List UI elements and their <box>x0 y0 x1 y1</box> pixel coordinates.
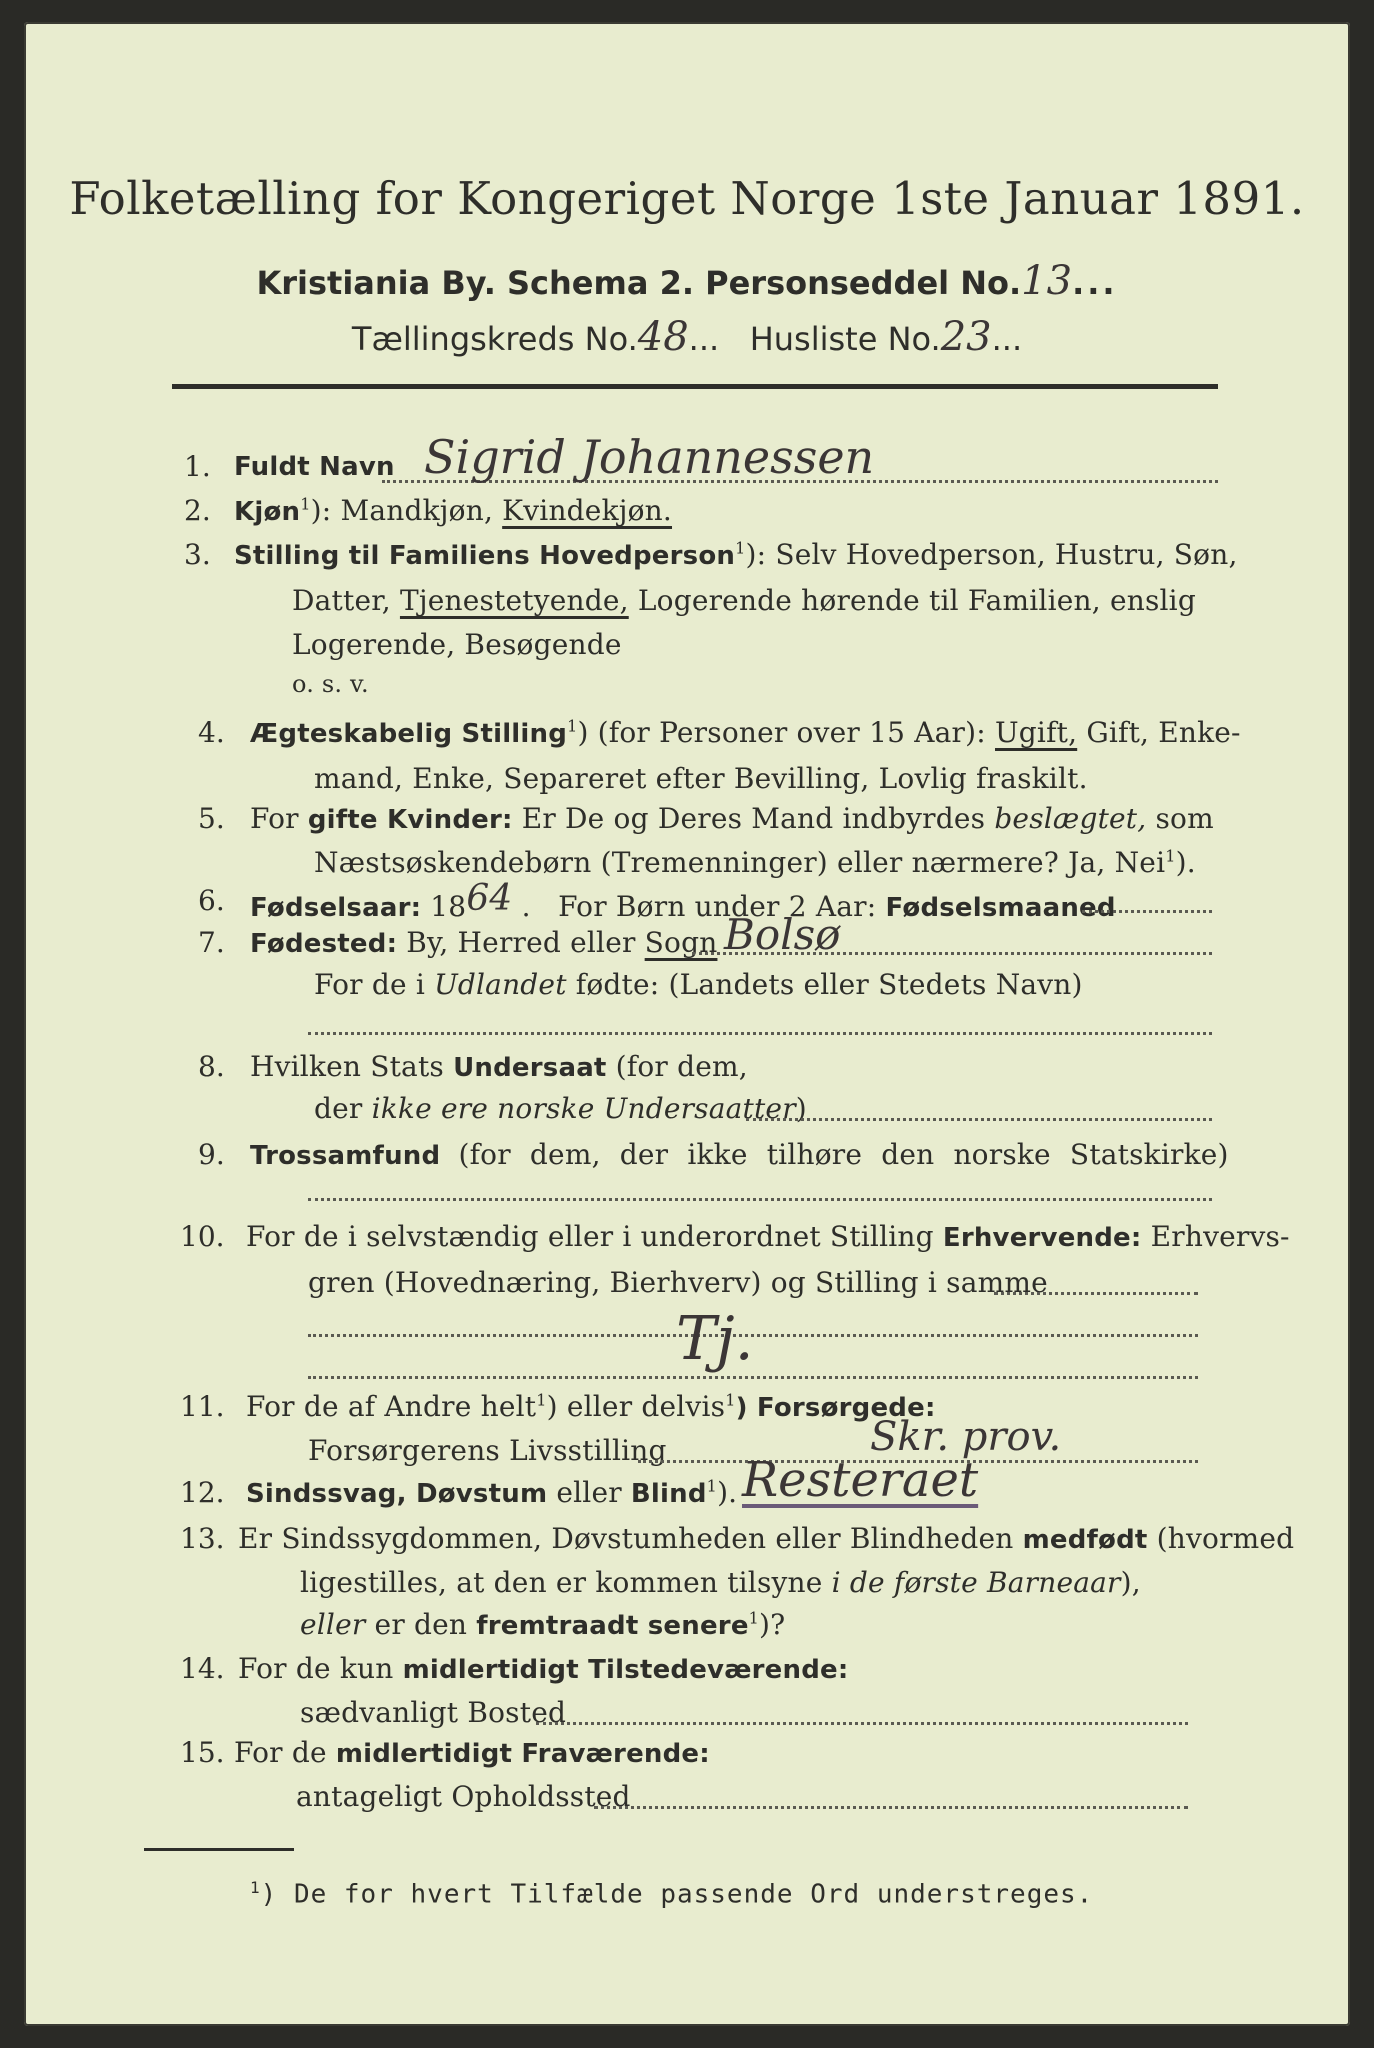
q10-dotline-3 <box>308 1376 1198 1379</box>
q3-line1 <box>234 538 1238 571</box>
footnote <box>250 1878 1093 1910</box>
q4-number: 4. <box>198 716 225 749</box>
q14-line2: sædvanligt Bosted <box>300 1696 567 1729</box>
q11-footnote-mark: 1 <box>536 1390 547 1410</box>
q5-for: For <box>250 802 299 835</box>
q8-dotline <box>746 1118 1212 1121</box>
q6-line: Fødselsaar: 1864 . For Børn under 2 Aar: Fødselsmaaned <box>250 878 1116 923</box>
q10-dotline-1 <box>994 1292 1198 1295</box>
q13-text-2: (hvormed <box>1156 1522 1295 1555</box>
q12-label: Sindssvag, Døvstum <box>246 1479 548 1509</box>
q14-line1 <box>238 1652 848 1685</box>
q6-year-prefix: 18 <box>430 890 467 923</box>
q4-options: Gift, Enke- <box>1086 716 1241 749</box>
q13-end: )? <box>759 1608 786 1641</box>
q8-label: Undersaat <box>453 1053 607 1083</box>
q13-paren: ), <box>1120 1566 1141 1599</box>
q9-line <box>250 1138 1229 1171</box>
q11-footnote-mark-2: 1 <box>725 1390 736 1410</box>
husliste-number: 23 <box>940 314 992 360</box>
personseddel-number: 13 <box>1021 258 1073 304</box>
q7-label: Fødested: <box>250 929 398 959</box>
q11-label: ) Forsørgede: <box>735 1393 936 1423</box>
q2-number: 2. <box>184 494 211 527</box>
husliste-label: Husliste No. <box>749 320 941 358</box>
q13-footnote-mark: 1 <box>748 1608 760 1628</box>
q15-dotline <box>594 1806 1188 1809</box>
q5-label: gifte Kvinder: <box>307 805 513 835</box>
q2-underlined-kvindekjon: Kvindekjøn. <box>502 494 673 527</box>
q3-line3: Logerende, Besøgende <box>292 628 622 661</box>
q12-label-blind: Blind <box>630 1479 707 1509</box>
q3-number: 3. <box>184 538 211 571</box>
q3-options-1: ): Selv Hovedperson, Hustru, Søn, <box>745 538 1238 571</box>
q12-number: 12. <box>180 1476 225 1509</box>
q5-footnote-mark: 1 <box>1165 846 1176 866</box>
q8-text: Hvilken Stats <box>250 1050 444 1083</box>
q2-footnote-mark: 1 <box>300 494 311 514</box>
footnote-divider <box>144 1848 294 1851</box>
q10-number: 10. <box>180 1220 225 1253</box>
q5-line2 <box>314 846 1196 879</box>
q14-text: For de kun <box>238 1652 394 1685</box>
q14-number: 14. <box>180 1652 225 1685</box>
q6-birth-year: 64 <box>466 878 513 919</box>
q9-number: 9. <box>198 1138 225 1171</box>
q4-label: Ægteskabelig Stilling <box>250 719 568 749</box>
q4-line2: mand, Enke, Separeret efter Bevilling, Lovlig fraskilt. <box>314 762 1088 795</box>
q10-label: Erhvervende: <box>942 1223 1142 1253</box>
q15-line2: antageligt Opholdssted <box>296 1780 631 1813</box>
q7-text-2: For de i <box>314 968 425 1001</box>
q12-footnote-mark: 1 <box>706 1476 718 1496</box>
q11-answer-provider: Skr. prov. <box>870 1414 1062 1460</box>
q7-answer-birthplace: Bolsø <box>724 910 841 959</box>
q7-dotline <box>692 952 1212 955</box>
q10-text: For de i selvstændig eller i underordnet Stilling <box>246 1220 934 1253</box>
q9-label: Trossamfund <box>250 1141 441 1171</box>
q4-line1 <box>250 716 1241 749</box>
q5-number: 5. <box>198 802 225 835</box>
q8-text-2: (for dem, <box>615 1050 748 1083</box>
q7-number: 7. <box>198 926 225 959</box>
q8-italic-text: ikke ere norske Undersaatter <box>371 1092 796 1125</box>
q7-line1 <box>250 926 717 959</box>
q13-line2 <box>300 1566 1141 1599</box>
q13-number: 13. <box>180 1522 225 1555</box>
q7-text-3: fødte: (Landets eller Stedets Navn) <box>575 968 1083 1001</box>
q6-dotline <box>1082 910 1212 913</box>
q7-dotline-2 <box>308 1032 1212 1035</box>
kreds-label: Tællingskreds No. <box>351 320 638 358</box>
q6-label-month: Fødselsmaaned <box>885 893 1116 923</box>
q12-answer: Resteraet <box>742 1452 979 1508</box>
q12-line <box>246 1476 737 1509</box>
q5-end: ). <box>1175 846 1196 879</box>
q7-underlined-sogn: Sogn <box>644 926 718 959</box>
q1-number: 1. <box>184 450 211 483</box>
q2-line <box>234 494 672 527</box>
kreds-line: Tællingskreds No.48... Husliste No.23... <box>351 314 1023 360</box>
q15-text: For de <box>234 1736 327 1769</box>
q10-line1 <box>246 1220 1290 1253</box>
q12-end: ). <box>717 1476 738 1509</box>
q1-label: Fuldt Navn <box>234 452 395 482</box>
q13-line3 <box>300 1608 785 1641</box>
q6-label: Fødselsaar: <box>250 893 422 923</box>
q11-line2: Forsørgerens Livsstilling <box>308 1434 667 1467</box>
q3-label: Stilling til Familiens Hovedperson <box>234 541 736 571</box>
q14-label: midlertidigt Tilstedeværende: <box>402 1655 849 1685</box>
q15-number: 15. <box>180 1736 225 1769</box>
schema-line-text: Kristiania By. Schema 2. Personseddel No. <box>256 264 1022 302</box>
q13-italic: i de første Barneaar <box>831 1566 1121 1599</box>
q9-dotline <box>308 1198 1212 1201</box>
q4-footnote-mark: 1 <box>567 716 578 736</box>
census-form-sheet <box>24 22 1350 2026</box>
q3-datter: Datter, <box>292 584 391 617</box>
footnote-mark: 1 <box>250 1878 261 1897</box>
q15-label: midlertidigt Fraværende: <box>335 1739 710 1769</box>
q13-text-3: ligestilles, at den er kommen tilsyne <box>300 1566 823 1599</box>
q5-text: Er De og Deres Mand indbyrdes <box>521 802 986 835</box>
q10-line2: gren (Hovednæring, Bierhverv) og Stilling i samme <box>308 1266 1048 1299</box>
header-divider <box>172 384 1218 389</box>
q4-text: ) (for Personer over 15 Aar): <box>577 716 986 749</box>
q13-text-4: er den <box>374 1608 468 1641</box>
q3-line2 <box>292 584 1196 617</box>
q13-eller: eller <box>300 1608 366 1641</box>
q14-dotline <box>536 1722 1188 1725</box>
q6-number: 6. <box>198 884 225 917</box>
q9-text: (for dem, der ikke tilhøre den norske Statskirke) <box>458 1138 1229 1171</box>
q8-line1 <box>250 1050 748 1083</box>
schema-line: Kristiania By. Schema 2. Personseddel No.13... <box>256 258 1118 304</box>
q7-line2 <box>314 968 1083 1001</box>
footnote-text: ) De for hvert Tilfælde passende Ord understreges. <box>260 1879 1094 1910</box>
q11-number: 11. <box>180 1390 225 1423</box>
q6-text: For Børn under 2 Aar: <box>558 890 877 923</box>
q5-text-2: Næstsøskendebørn (Tremenninger) eller nærmere? Ja, Nei <box>314 846 1166 879</box>
q13-text: Er Sindssygdommen, Døvstumheden eller Blindheden <box>238 1522 1014 1555</box>
q11-line1 <box>246 1390 936 1423</box>
q10-text-2: Erhvervs- <box>1150 1220 1290 1253</box>
q2-text: ): Mandkjøn, <box>310 494 494 527</box>
q8-line2 <box>314 1092 807 1125</box>
q3-underlined-tjenestetyende: Tjenestetyende, <box>399 584 629 617</box>
q7-text: By, Herred eller <box>406 926 636 959</box>
q1-answer-name: Sigrid Johannessen <box>424 430 875 484</box>
kreds-number: 48 <box>637 314 689 360</box>
q3-options-2: Logerende hørende til Familien, enslig <box>637 584 1196 617</box>
q5-beslaegtet: beslægtet, <box>994 802 1147 835</box>
q13-medfodt: medfødt <box>1022 1525 1148 1555</box>
q12-eller: eller <box>556 1476 622 1509</box>
q8-number: 8. <box>198 1050 225 1083</box>
q13-label-senere: fremtraadt senere <box>476 1611 749 1641</box>
q7-udlandet: Udlandet <box>434 968 567 1001</box>
q5-som: som <box>1155 802 1214 835</box>
q3-footnote-mark: 1 <box>735 538 746 558</box>
q11-text-2: ) eller delvis <box>546 1390 726 1423</box>
q15-line1 <box>234 1736 710 1769</box>
q11-text: For de af Andre helt <box>246 1390 537 1423</box>
form-title: Folketælling for Kongeriget Norge 1ste Januar 1891. <box>69 172 1305 225</box>
q5-line1 <box>250 802 1214 835</box>
q13-line1 <box>238 1522 1294 1555</box>
q8-der: der <box>314 1092 363 1125</box>
q4-underlined-ugift: Ugift, <box>995 716 1078 749</box>
q10-answer-occupation: Tj. <box>676 1304 754 1374</box>
q3-line4: o. s. v. <box>292 670 369 698</box>
q2-label: Kjøn <box>234 497 301 527</box>
q8-paren: ) <box>795 1092 807 1125</box>
